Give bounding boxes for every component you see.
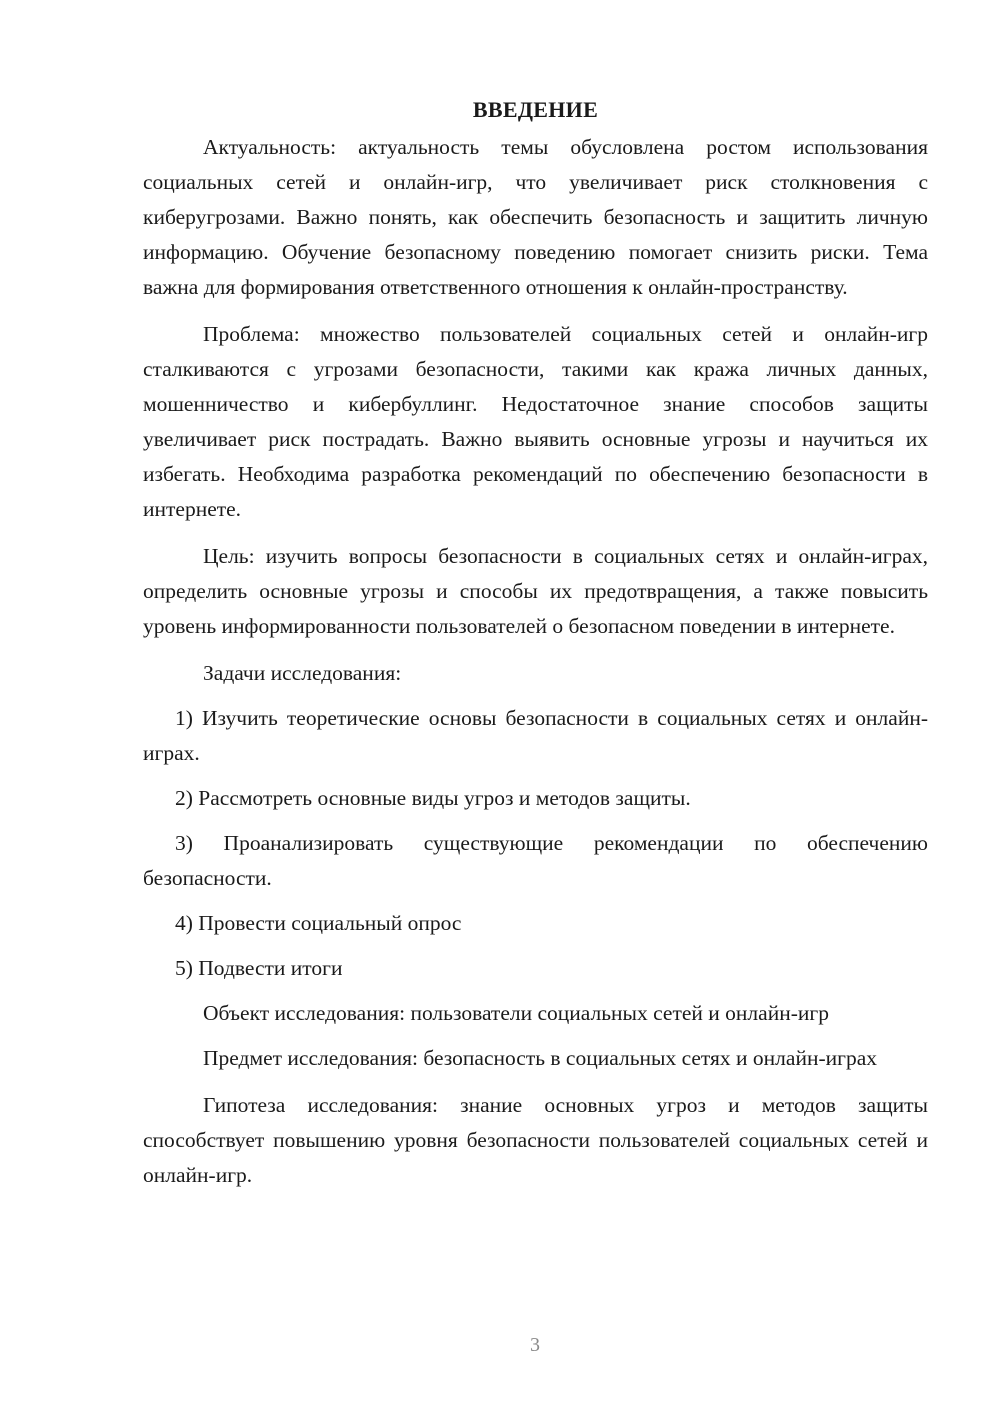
task-item: 3) Проанализировать существующие рекомендации по обеспечению безопасности. [143, 831, 928, 890]
page-title: ВВЕДЕНИЕ [472, 97, 599, 122]
goal-paragraph: Цель: изучить вопросы безопасности в социальных сетях и онлайн-играх, определить основные угрозы и способы их предотвращения, а также повысить уровень информированности пользователей о безопасном поведении в интернете. [143, 544, 928, 638]
problem-paragraph: Проблема: множество пользователей социальных сетей и онлайн-игр сталкиваются с угрозами безопасности, такими как кража личных данных, мошенничество и кибербуллинг. Недостаточное знание способов защиты увеличивает риск пострадать. Важно выявить основные угрозы и научиться их избегать. Необходима разработка рекомендаций по обеспечению безопасности в интернете. [143, 322, 928, 521]
document-page [143, 92, 928, 1193]
subject-paragraph: Предмет исследования: безопасность в социальных сетях и онлайн-играх [203, 1046, 877, 1070]
object-paragraph: Объект исследования: пользователи социальных сетей и онлайн-игр [203, 1001, 829, 1025]
task-item: 4) Провести социальный опрос [175, 911, 462, 935]
page-number: 3 [530, 1334, 540, 1356]
task-item: 1) Изучить теоретические основы безопасности в социальных сетях и онлайн-играх. [143, 706, 928, 765]
task-item: 5) Подвести итоги [175, 956, 343, 980]
hypothesis-paragraph: Гипотеза исследования: знание основных угроз и методов защиты способствует повышению уровня безопасности пользователей социальных сетей и онлайн-игр. [143, 1093, 928, 1187]
tasks-title: Задачи исследования: [203, 661, 402, 685]
relevance-paragraph: Актуальность: актуальность темы обусловлена ростом использования социальных сетей и онлайн-игр, что увеличивает риск столкновения с киберугрозами. Важно понять, как обеспечить безопасность и защитить личную информацию. Обучение безопасному поведению помогает снизить риски. Тема важна для формирования ответственного отношения к онлайн-пространству. [143, 135, 928, 299]
task-item: 2) Рассмотреть основные виды угроз и методов защиты. [175, 786, 691, 810]
